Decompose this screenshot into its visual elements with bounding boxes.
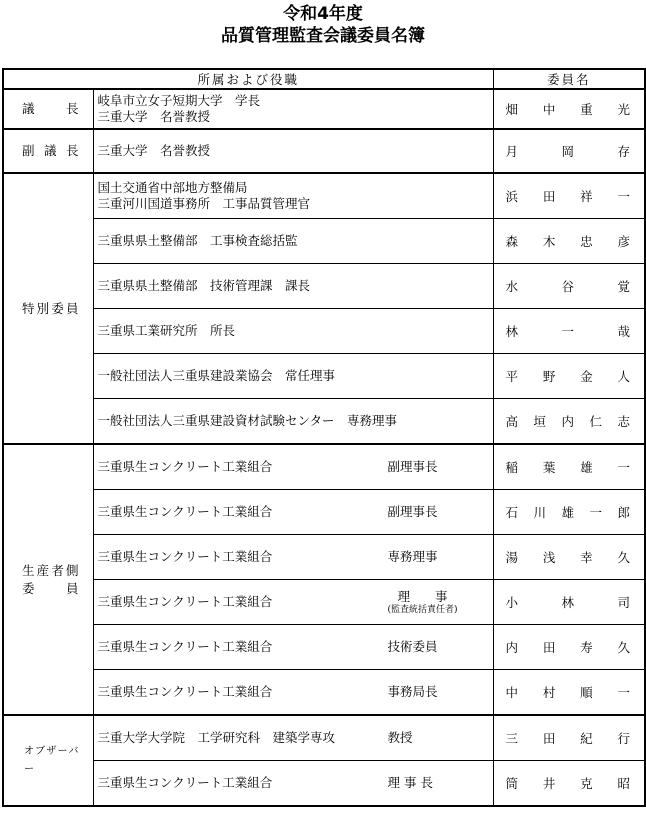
affiliation-cell [93,580,493,625]
role-cell [3,89,93,129]
table-row [3,89,645,129]
affiliation-cell [93,173,493,219]
position-title [388,639,438,655]
table-row [3,309,645,354]
member-name: 水谷覚 [493,264,645,309]
affiliation-cell [93,264,493,309]
member-name: 畑中重光 [493,89,645,129]
organization-name: 三重大学大学院 工学研究科 建築学専攻 [97,730,336,745]
affiliation-line: 三重県工業研究所 所長 [97,323,236,338]
table-row [3,219,645,264]
table-row [3,535,645,580]
affiliation-cell [93,535,493,580]
affiliation-cell [93,89,493,129]
member-name: 筒井克昭 [493,761,645,807]
position-label: 副理事長 [387,504,438,519]
table-row [3,399,645,445]
role-cell [3,715,93,806]
organization-name: 三重県生コンクリート工業組合 [97,775,273,790]
role-cell [3,173,93,444]
member-name: 月岡存 [493,129,645,173]
table-row [3,625,645,670]
organization-name: 三重県生コンクリート工業組合 [97,459,273,474]
affiliation-line: 一般社団法人三重県建設業協会 常任理事 [97,368,336,383]
role-cell [3,444,93,715]
member-name: 湯浅幸久 [493,535,645,580]
affiliation-cell [93,354,493,399]
member-name: 石川雄一郎 [493,490,645,535]
affiliation-line: 三重河川国道事務所 工事品質管理官 [97,196,311,211]
member-name: 高垣内仁志 [493,399,645,445]
table-row [3,761,645,807]
affiliation-cell [93,399,493,445]
affiliation-cell [93,309,493,354]
member-name: 小林司 [493,580,645,625]
affiliation-cell [93,490,493,535]
member-name: 森木忠彦 [493,219,645,264]
affiliation-cell [93,670,493,716]
role-label: 生産者側 [22,562,79,578]
position-title [388,549,438,565]
position-label: 専務理事 [387,549,438,564]
position-title [388,730,413,746]
affiliation-cell [93,715,493,761]
role-label: 副議長 [22,143,79,158]
table-row [3,580,645,625]
affiliation-line: 国土交通省中部地方整備局 [97,180,248,195]
affiliation-line: 三重県県土整備部 技術管理課 課長 [97,278,311,293]
position-label: 技術委員 [387,639,438,654]
organization-name: 三重県生コンクリート工業組合 [97,594,273,609]
role-label: 議 長 [22,101,79,116]
role-cell [3,129,93,173]
affiliation-line: 三重大学 名誉教授 [97,143,211,158]
member-name: 中村順一 [493,670,645,716]
table-row [3,173,645,219]
committee-roster-table [2,68,646,807]
table-row [3,490,645,535]
affiliation-cell [93,444,493,490]
position-title [388,684,438,700]
position-label: 教授 [387,730,413,745]
role-label: オブザーバー [24,745,79,775]
position-title [388,775,433,791]
position-title [388,504,438,520]
role-label: 特別委員 [22,300,79,316]
affiliation-cell [93,761,493,807]
organization-name: 三重県生コンクリート工業組合 [97,504,273,519]
header-member-name: 委員名 [493,69,645,89]
table-row [3,129,645,173]
member-name: 浜田祥一 [493,173,645,219]
member-name: 林一哉 [493,309,645,354]
table-row [3,264,645,309]
role-label: 委 員 [22,580,79,596]
position-label: 理 事 [397,589,448,604]
document-title: 品質管理監査会議委員名簿 [221,26,425,46]
table-row [3,444,645,490]
position-title [388,459,438,475]
position-label: 事務局長 [387,684,438,699]
affiliation-line: 岐阜市立女子短期大学 学長 [97,93,261,108]
member-name: 三田紀行 [493,715,645,761]
affiliation-cell [93,129,493,173]
position-title [388,589,458,615]
table-row [3,715,645,761]
affiliation-cell [93,625,493,670]
position-note: (監査統括責任者) [387,605,458,615]
organization-name: 三重県生コンクリート工業組合 [97,639,273,654]
table-row [3,670,645,716]
position-label: 副理事長 [387,459,438,474]
organization-name: 三重県生コンクリート工業組合 [97,684,273,699]
organization-name: 三重県生コンクリート工業組合 [97,549,273,564]
member-name: 平野金人 [493,354,645,399]
member-name: 稲葉雄一 [493,444,645,490]
affiliation-line: 三重大学 名誉教授 [97,109,211,124]
table-row [3,354,645,399]
affiliation-line: 一般社団法人三重県建設資材試験センター 専務理事 [97,413,398,428]
member-name: 内田寿久 [493,625,645,670]
header-affiliation: 所属および役職 [3,69,493,89]
affiliation-cell [93,219,493,264]
affiliation-line: 三重県県土整備部 工事検査総括監 [97,233,298,248]
title-year: 令和4年度 [283,4,363,24]
position-label: 理 事 長 [387,775,433,790]
